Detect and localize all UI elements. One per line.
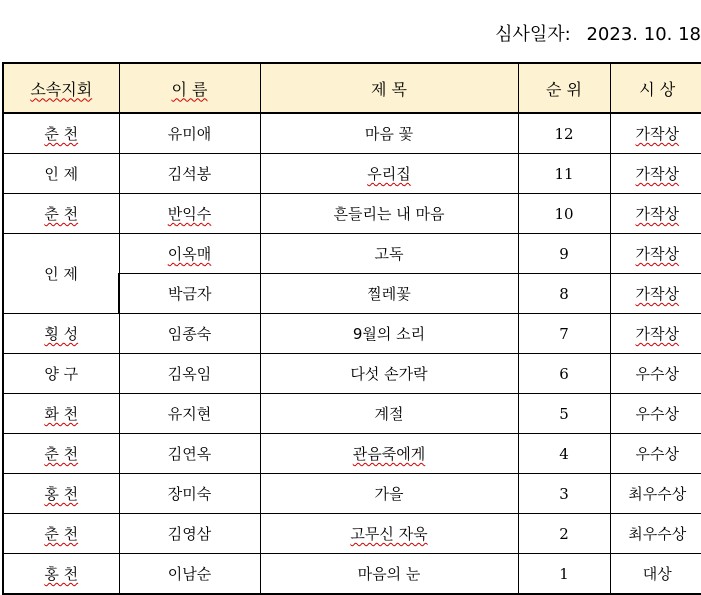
award-text: 가작상 — [635, 205, 679, 223]
branch-text: 화 천 — [44, 405, 79, 423]
cell-rank — [518, 354, 610, 394]
cell-branch — [3, 434, 119, 474]
header-title — [260, 63, 518, 113]
award-text: 최우수상 — [628, 485, 687, 503]
table-header-row — [3, 63, 701, 113]
rank-text: 10 — [554, 204, 574, 223]
title-text: 우리집 — [367, 165, 411, 183]
table-row — [3, 113, 701, 154]
cell-branch — [3, 514, 119, 554]
cell-rank — [518, 154, 610, 194]
award-text: 가작상 — [635, 285, 679, 303]
cell-branch — [3, 194, 119, 234]
branch-text: 춘 천 — [44, 525, 79, 543]
cell-name — [119, 274, 260, 314]
award-text: 가작상 — [635, 245, 679, 263]
header-award-label: 시 상 — [639, 79, 676, 99]
cell-award — [610, 234, 701, 274]
header-name-label: 이 름 — [171, 79, 208, 99]
table-row — [3, 154, 701, 194]
name-text: 반익수 — [167, 205, 212, 223]
cell-rank — [518, 194, 610, 234]
branch-text: 횡 성 — [44, 325, 79, 343]
name-text: 박금자 — [168, 285, 212, 303]
title-text: 고무신 자욱 — [350, 525, 428, 543]
table-row — [3, 394, 701, 434]
cell-title — [260, 274, 518, 314]
cell-branch — [3, 113, 119, 154]
cell-award — [610, 514, 701, 554]
cell-title — [260, 354, 518, 394]
title-text: 찔레꽃 — [367, 285, 411, 303]
header-rank — [518, 63, 610, 113]
cell-title — [260, 434, 518, 474]
award-text: 가작상 — [635, 165, 679, 183]
cell-branch — [3, 394, 119, 434]
table-row — [3, 474, 701, 514]
award-text: 우수상 — [635, 365, 679, 383]
award-text: 가작상 — [635, 125, 679, 143]
cell-award — [610, 154, 701, 194]
rank-text: 1 — [559, 564, 569, 583]
name-text: 유미애 — [167, 125, 212, 143]
review-date-label: 심사일자: — [495, 24, 571, 45]
title-text: 계절 — [374, 405, 404, 423]
cell-award — [610, 554, 701, 595]
branch-text: 홍 천 — [44, 485, 79, 503]
table-row — [3, 194, 701, 234]
cell-name — [119, 554, 260, 595]
branch-text: 양 구 — [44, 365, 79, 383]
title-text: 가을 — [374, 485, 404, 503]
rank-text: 11 — [554, 164, 574, 183]
title-text: 흔들리는 내 마음 — [333, 205, 445, 223]
cell-title — [260, 194, 518, 234]
cell-rank — [518, 274, 610, 314]
table-row — [3, 314, 701, 354]
cell-branch — [3, 474, 119, 514]
award-text: 우수상 — [635, 445, 679, 463]
cell-award — [610, 434, 701, 474]
award-text: 대상 — [642, 565, 672, 583]
table-row — [3, 234, 701, 274]
cell-name — [119, 234, 260, 274]
branch-text: 인 제 — [44, 165, 79, 183]
cell-rank — [518, 514, 610, 554]
rank-text: 7 — [559, 324, 569, 343]
award-text: 가작상 — [635, 325, 679, 343]
branch-text: 춘 천 — [44, 205, 79, 223]
cell-rank — [518, 394, 610, 434]
title-text: 관음죽에게 — [352, 445, 426, 463]
table-row — [3, 514, 701, 554]
rank-text: 9 — [559, 244, 569, 263]
cell-branch — [3, 354, 119, 394]
cell-award — [610, 314, 701, 354]
header-title-label: 제 목 — [371, 79, 407, 99]
cell-rank — [518, 234, 610, 274]
award-results-table — [2, 62, 701, 595]
name-text: 장미숙 — [167, 485, 212, 503]
cell-name — [119, 314, 260, 354]
cell-branch — [3, 314, 119, 354]
table-row — [3, 434, 701, 474]
cell-title — [260, 394, 518, 434]
name-text: 김석봉 — [167, 165, 212, 183]
branch-text: 홍 천 — [44, 565, 79, 583]
rank-text: 6 — [559, 364, 569, 383]
cell-branch — [3, 154, 119, 194]
cell-title — [260, 314, 518, 354]
cell-title — [260, 234, 518, 274]
header-rank-label: 순 위 — [546, 79, 582, 99]
name-text: 김영삼 — [167, 525, 212, 543]
cell-rank — [518, 434, 610, 474]
branch-text: 춘 천 — [44, 125, 79, 143]
name-text: 유지현 — [167, 405, 212, 423]
cell-name — [119, 514, 260, 554]
cell-title — [260, 474, 518, 514]
award-text: 최우수상 — [628, 525, 687, 543]
name-text: 김연옥 — [167, 445, 212, 463]
rank-text: 4 — [559, 444, 569, 463]
header-branch — [3, 63, 119, 113]
branch-text: 춘 천 — [44, 445, 79, 463]
title-text: 마음 꽃 — [364, 125, 414, 143]
header-award — [610, 63, 701, 113]
cell-award — [610, 354, 701, 394]
rank-text: 2 — [559, 524, 569, 543]
review-date-value: 2023. 10. 18 — [586, 24, 701, 45]
cell-title — [260, 554, 518, 595]
cell-award — [610, 474, 701, 514]
rank-text: 5 — [559, 404, 569, 423]
name-text: 김옥임 — [167, 365, 212, 383]
branch-text: 인 제 — [44, 265, 78, 283]
table-row — [3, 354, 701, 394]
cell-name — [119, 394, 260, 434]
title-text: 9월의 소리 — [352, 325, 426, 343]
cell-branch — [3, 554, 119, 595]
rank-text: 8 — [559, 284, 569, 303]
title-text: 고독 — [374, 245, 404, 263]
rank-text: 12 — [554, 124, 574, 143]
cell-name — [119, 113, 260, 154]
cell-branch — [3, 234, 119, 314]
cell-award — [610, 113, 701, 154]
award-text: 우수상 — [635, 405, 679, 423]
header-name — [119, 63, 260, 113]
cell-award — [610, 274, 701, 314]
header-branch-label: 소속지회 — [30, 79, 93, 99]
cell-name — [119, 434, 260, 474]
name-text: 임종숙 — [167, 325, 212, 343]
name-text: 이남순 — [167, 565, 212, 583]
title-text: 다섯 손가락 — [350, 365, 428, 383]
cell-award — [610, 394, 701, 434]
cell-rank — [518, 314, 610, 354]
cell-name — [119, 154, 260, 194]
cell-title — [260, 113, 518, 154]
cell-rank — [518, 554, 610, 595]
cell-name — [119, 354, 260, 394]
table-row — [3, 554, 701, 595]
cell-award — [610, 194, 701, 234]
cell-rank — [518, 474, 610, 514]
cell-title — [260, 154, 518, 194]
name-text: 이옥매 — [167, 245, 212, 263]
review-date — [495, 20, 701, 46]
rank-text: 3 — [559, 484, 569, 503]
cell-name — [119, 194, 260, 234]
cell-name — [119, 474, 260, 514]
cell-rank — [518, 113, 610, 154]
title-text: 마음의 눈 — [357, 565, 421, 583]
cell-title — [260, 514, 518, 554]
